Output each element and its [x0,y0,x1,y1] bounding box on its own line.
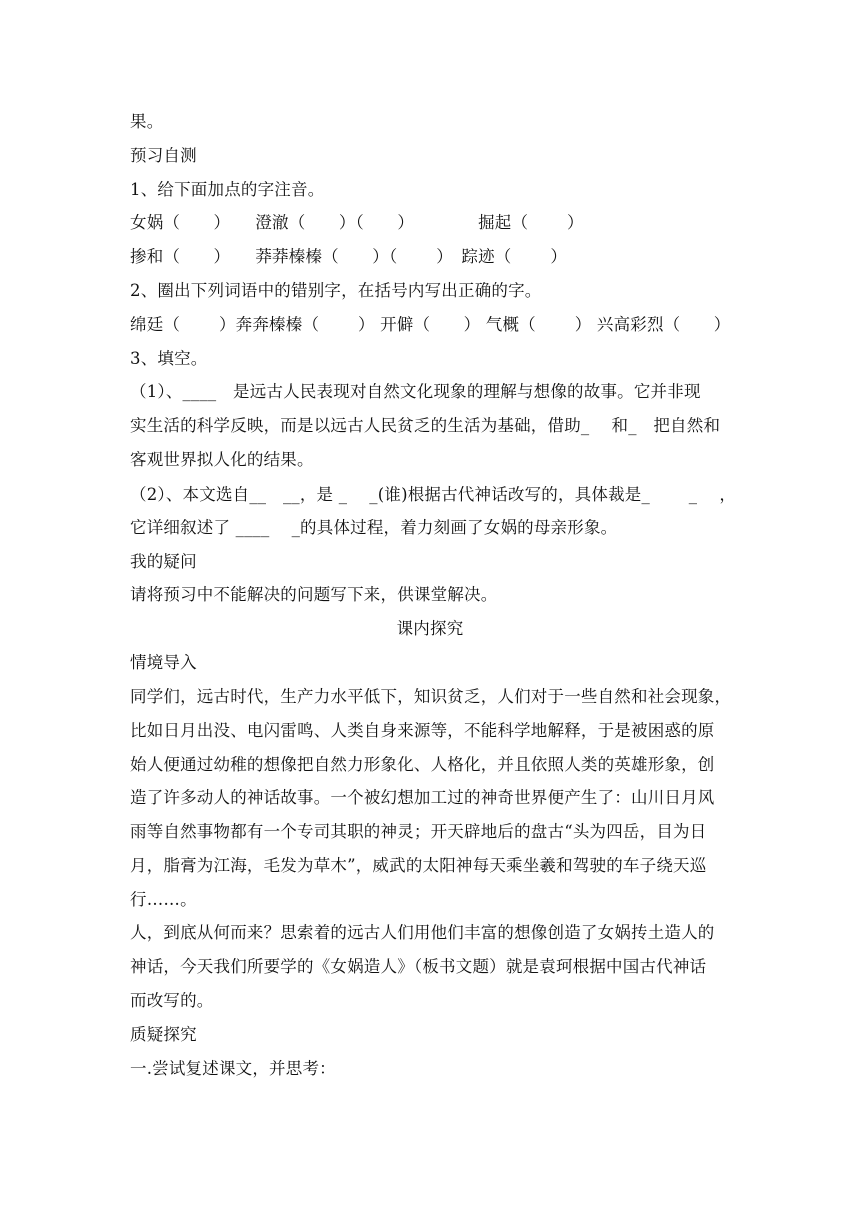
text-line: 造了许多动人的神话故事。一个被幻想加工过的神奇世界便产生了：山川日月风 [130,788,715,807]
text-line: 始人便通过幼稚的想像把自然力形象化、人格化，并且依照人类的英雄形象，创 [130,755,715,774]
text-line: 月，脂膏为江海，毛发为草木”，威武的太阳神每天乘坐羲和驾驶的车子绕天巡 [130,856,707,875]
text-line: 而改写的。 [130,991,214,1010]
section-heading: 质疑探究 [130,1025,197,1044]
text-line: 人，到底从何而来？思索着的远古人们用他们丰富的想像创造了女娲抟土造人的 [130,923,715,942]
question-heading: 一.尝试复述课文，并思考： [130,1059,336,1078]
text-line: 行……。 [130,890,197,909]
text-line: 女娲（ ） 澄澈（ ）（ ） 掘起（ ） [130,213,584,232]
section-title: 课内探究 [396,619,464,638]
text-line: 掺和（ ） 莽莽榛榛（ ）（ ） 踪迹（ ） [130,247,568,266]
question-heading: 2、圈出下列词语中的错别字，在括号内写出正确的字。 [130,281,542,300]
text-line: 客观世界拟人化的结果。 [130,450,314,469]
text-line: （1）、____ 是远古人民表现对自然文化现象的理解与想像的故事。它并非现 [130,382,701,401]
question-heading: 1、给下面加点的字注音。 [130,180,325,199]
section-heading: 我的疑问 [130,552,197,571]
text-line: 比如日月出没、电闪雷鸣、人类自身来源等，不能科学地解释，于是被困惑的原 [130,721,715,740]
text-line: 它详细叙述了 ____ _的具体过程，着力刻画了女娲的母亲形象。 [130,518,618,537]
section-heading: 情境导入 [130,653,197,672]
text-line: （2）、本文选自__ __，是 _ _(谁)根据古代神话改写的，具体裁是_ _ ， [130,485,737,504]
text-line: 同学们，远古时代，生产力水平低下，知识贫乏，人们对于一些自然和社会现象， [130,687,732,706]
text-line: 请将预习中不能解决的问题写下来，供课堂解决。 [130,585,498,604]
question-heading: 3、填空。 [130,349,208,368]
text-line: 果。 [130,112,164,131]
text-line: 绵廷（ ）奔奔榛榛（ ） 开僻（ ） 气概（ ） 兴高彩烈（ ） [130,315,731,334]
text-line: 神话，今天我们所要学的《女娲造人》（板书文题）就是袁珂根据中国古代神话 [130,957,707,976]
text-line: 实生活的科学反映，而是以远古人民贫乏的生活为基础，借助_ 和_ 把自然和 [130,416,721,435]
text-line: 雨等自然事物都有一个专司其职的神灵；开天辟地后的盘古“头为四岳，目为日 [130,822,707,841]
section-heading: 预习自测 [130,146,197,165]
